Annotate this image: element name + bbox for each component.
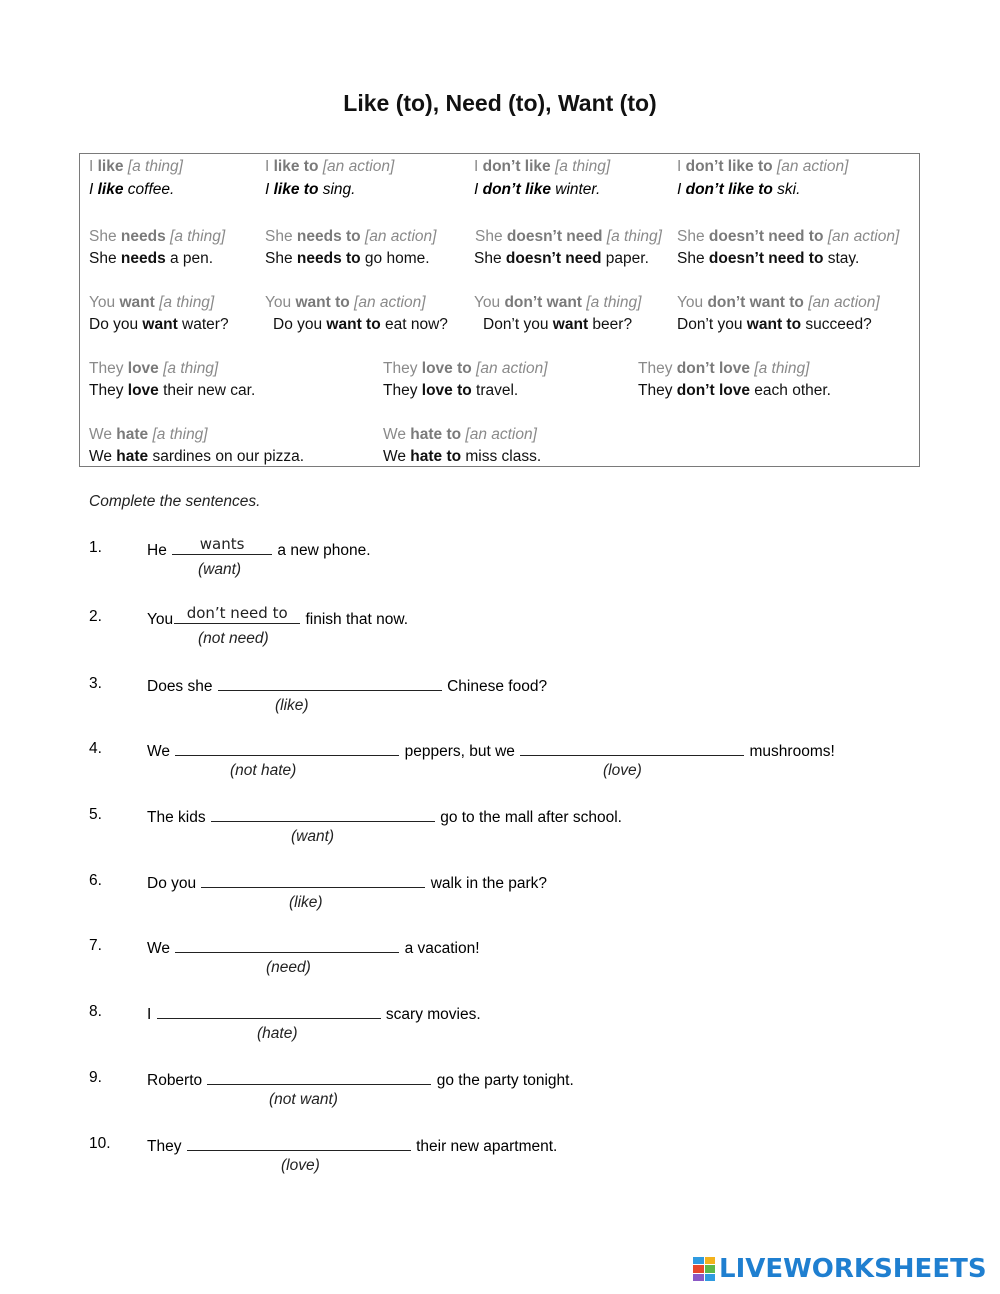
question-number: 1. — [89, 539, 102, 556]
pattern-cell: You want [a thing] — [89, 294, 215, 311]
question-10 — [0, 1135, 1000, 1183]
sentence: I scary movies. — [147, 1003, 481, 1024]
hint: (not want) — [269, 1091, 338, 1108]
question-number: 10. — [89, 1135, 111, 1152]
question-5 — [0, 806, 1000, 854]
sentence: Roberto go the party tonight. — [147, 1069, 574, 1090]
question-9 — [0, 1069, 1000, 1117]
question-2 — [0, 604, 1000, 656]
answer-blank[interactable] — [218, 675, 442, 691]
question-number: 6. — [89, 872, 102, 889]
example-cell: Do you want water? — [89, 316, 229, 333]
grammar-reference-table — [79, 153, 920, 467]
sentence: Does she Chinese food? — [147, 675, 547, 696]
hint: (love) — [603, 762, 642, 779]
answer-blank[interactable] — [175, 740, 399, 756]
question-4 — [0, 740, 1000, 788]
answer-blank[interactable] — [157, 1003, 381, 1019]
question-number: 3. — [89, 675, 102, 692]
question-number: 2. — [89, 608, 102, 625]
hint: (hate) — [257, 1025, 298, 1042]
answer-blank[interactable] — [175, 937, 399, 953]
answer-blank[interactable] — [207, 1069, 431, 1085]
question-number: 8. — [89, 1003, 102, 1020]
example-cell: She doesn’t need paper. — [474, 250, 649, 267]
liveworksheets-logo — [693, 1254, 987, 1284]
pattern-cell: She doesn’t need [a thing] — [475, 228, 662, 245]
hint: (not hate) — [230, 762, 297, 779]
pattern-cell: You want to [an action] — [265, 294, 426, 311]
pattern-cell: She needs [a thing] — [89, 228, 226, 245]
example-cell: Don’t you want to succeed? — [677, 316, 872, 333]
hint: (like) — [275, 697, 309, 714]
worksheet-title: Like (to), Need (to), Want (to) — [343, 90, 657, 116]
question-number: 4. — [89, 740, 102, 757]
pattern-cell: You don’t want to [an action] — [677, 294, 880, 311]
sentence: The kids go to the mall after school. — [147, 806, 622, 827]
question-3 — [0, 675, 1000, 723]
pattern-cell: We hate [a thing] — [89, 426, 208, 443]
example-cell: I don’t like winter. — [474, 181, 601, 198]
hint: (like) — [289, 894, 323, 911]
example-cell: I don’t like to ski. — [677, 181, 801, 198]
example-cell: I like to sing. — [265, 181, 356, 198]
hint: (love) — [281, 1157, 320, 1174]
pattern-cell: I don’t like [a thing] — [474, 158, 611, 175]
example-cell: We hate to miss class. — [383, 448, 542, 465]
sentence: He wants a new phone. — [147, 535, 371, 559]
example-cell: Do you want to eat now? — [273, 316, 448, 333]
question-8 — [0, 1003, 1000, 1051]
sentence: We peppers, but we mushrooms! — [147, 740, 835, 761]
answer-blank[interactable] — [211, 806, 435, 822]
hint: (want) — [291, 828, 335, 845]
hint: (need) — [266, 959, 311, 976]
example-cell: We hate sardines on our pizza. — [89, 448, 305, 465]
question-6 — [0, 872, 1000, 920]
question-7 — [0, 937, 1000, 985]
pattern-cell: They don’t love [a thing] — [638, 360, 810, 377]
example-cell: They love to travel. — [383, 382, 519, 399]
pattern-cell: I like [a thing] — [89, 158, 183, 175]
pattern-cell: We hate to [an action] — [383, 426, 537, 443]
question-1 — [0, 535, 1000, 587]
pattern-cell: I like to [an action] — [265, 158, 395, 175]
answer-blank[interactable] — [201, 872, 425, 888]
pattern-cell: She needs to [an action] — [265, 228, 437, 245]
question-number: 7. — [89, 937, 102, 954]
hint: (not need) — [198, 630, 269, 647]
example-cell: They don’t love each other. — [638, 382, 831, 399]
sentence: Do you walk in the park? — [147, 872, 547, 893]
example-cell: She needs to go home. — [265, 250, 430, 267]
example-cell: She needs a pen. — [89, 250, 214, 267]
example-cell: She doesn’t need to stay. — [677, 250, 860, 267]
pattern-cell: I don’t like to [an action] — [677, 158, 849, 175]
answer-blank[interactable] — [520, 740, 744, 756]
answer-blank[interactable]: wants — [172, 539, 272, 555]
pattern-cell: They love to [an action] — [383, 360, 548, 377]
example-cell: They love their new car. — [89, 382, 256, 399]
question-number: 5. — [89, 806, 102, 823]
answer-blank[interactable] — [187, 1135, 411, 1151]
example-cell: Don’t you want beer? — [483, 316, 633, 333]
logo-text: LIVEWORKSHEETS — [719, 1254, 987, 1284]
pattern-cell: She doesn’t need to [an action] — [677, 228, 900, 245]
liveworksheets-logo-icon — [693, 1257, 715, 1281]
pattern-cell: They love [a thing] — [89, 360, 219, 377]
sentence: They their new apartment. — [147, 1135, 557, 1156]
question-number: 9. — [89, 1069, 102, 1086]
example-cell: I like coffee. — [89, 181, 175, 198]
sentence: You don’t need to finish that now. — [147, 604, 408, 628]
answer-blank[interactable]: don’t need to — [174, 608, 300, 624]
instructions: Complete the sentences. — [89, 493, 261, 510]
hint: (want) — [198, 561, 242, 578]
pattern-cell: You don’t want [a thing] — [474, 294, 642, 311]
sentence: We a vacation! — [147, 937, 480, 958]
